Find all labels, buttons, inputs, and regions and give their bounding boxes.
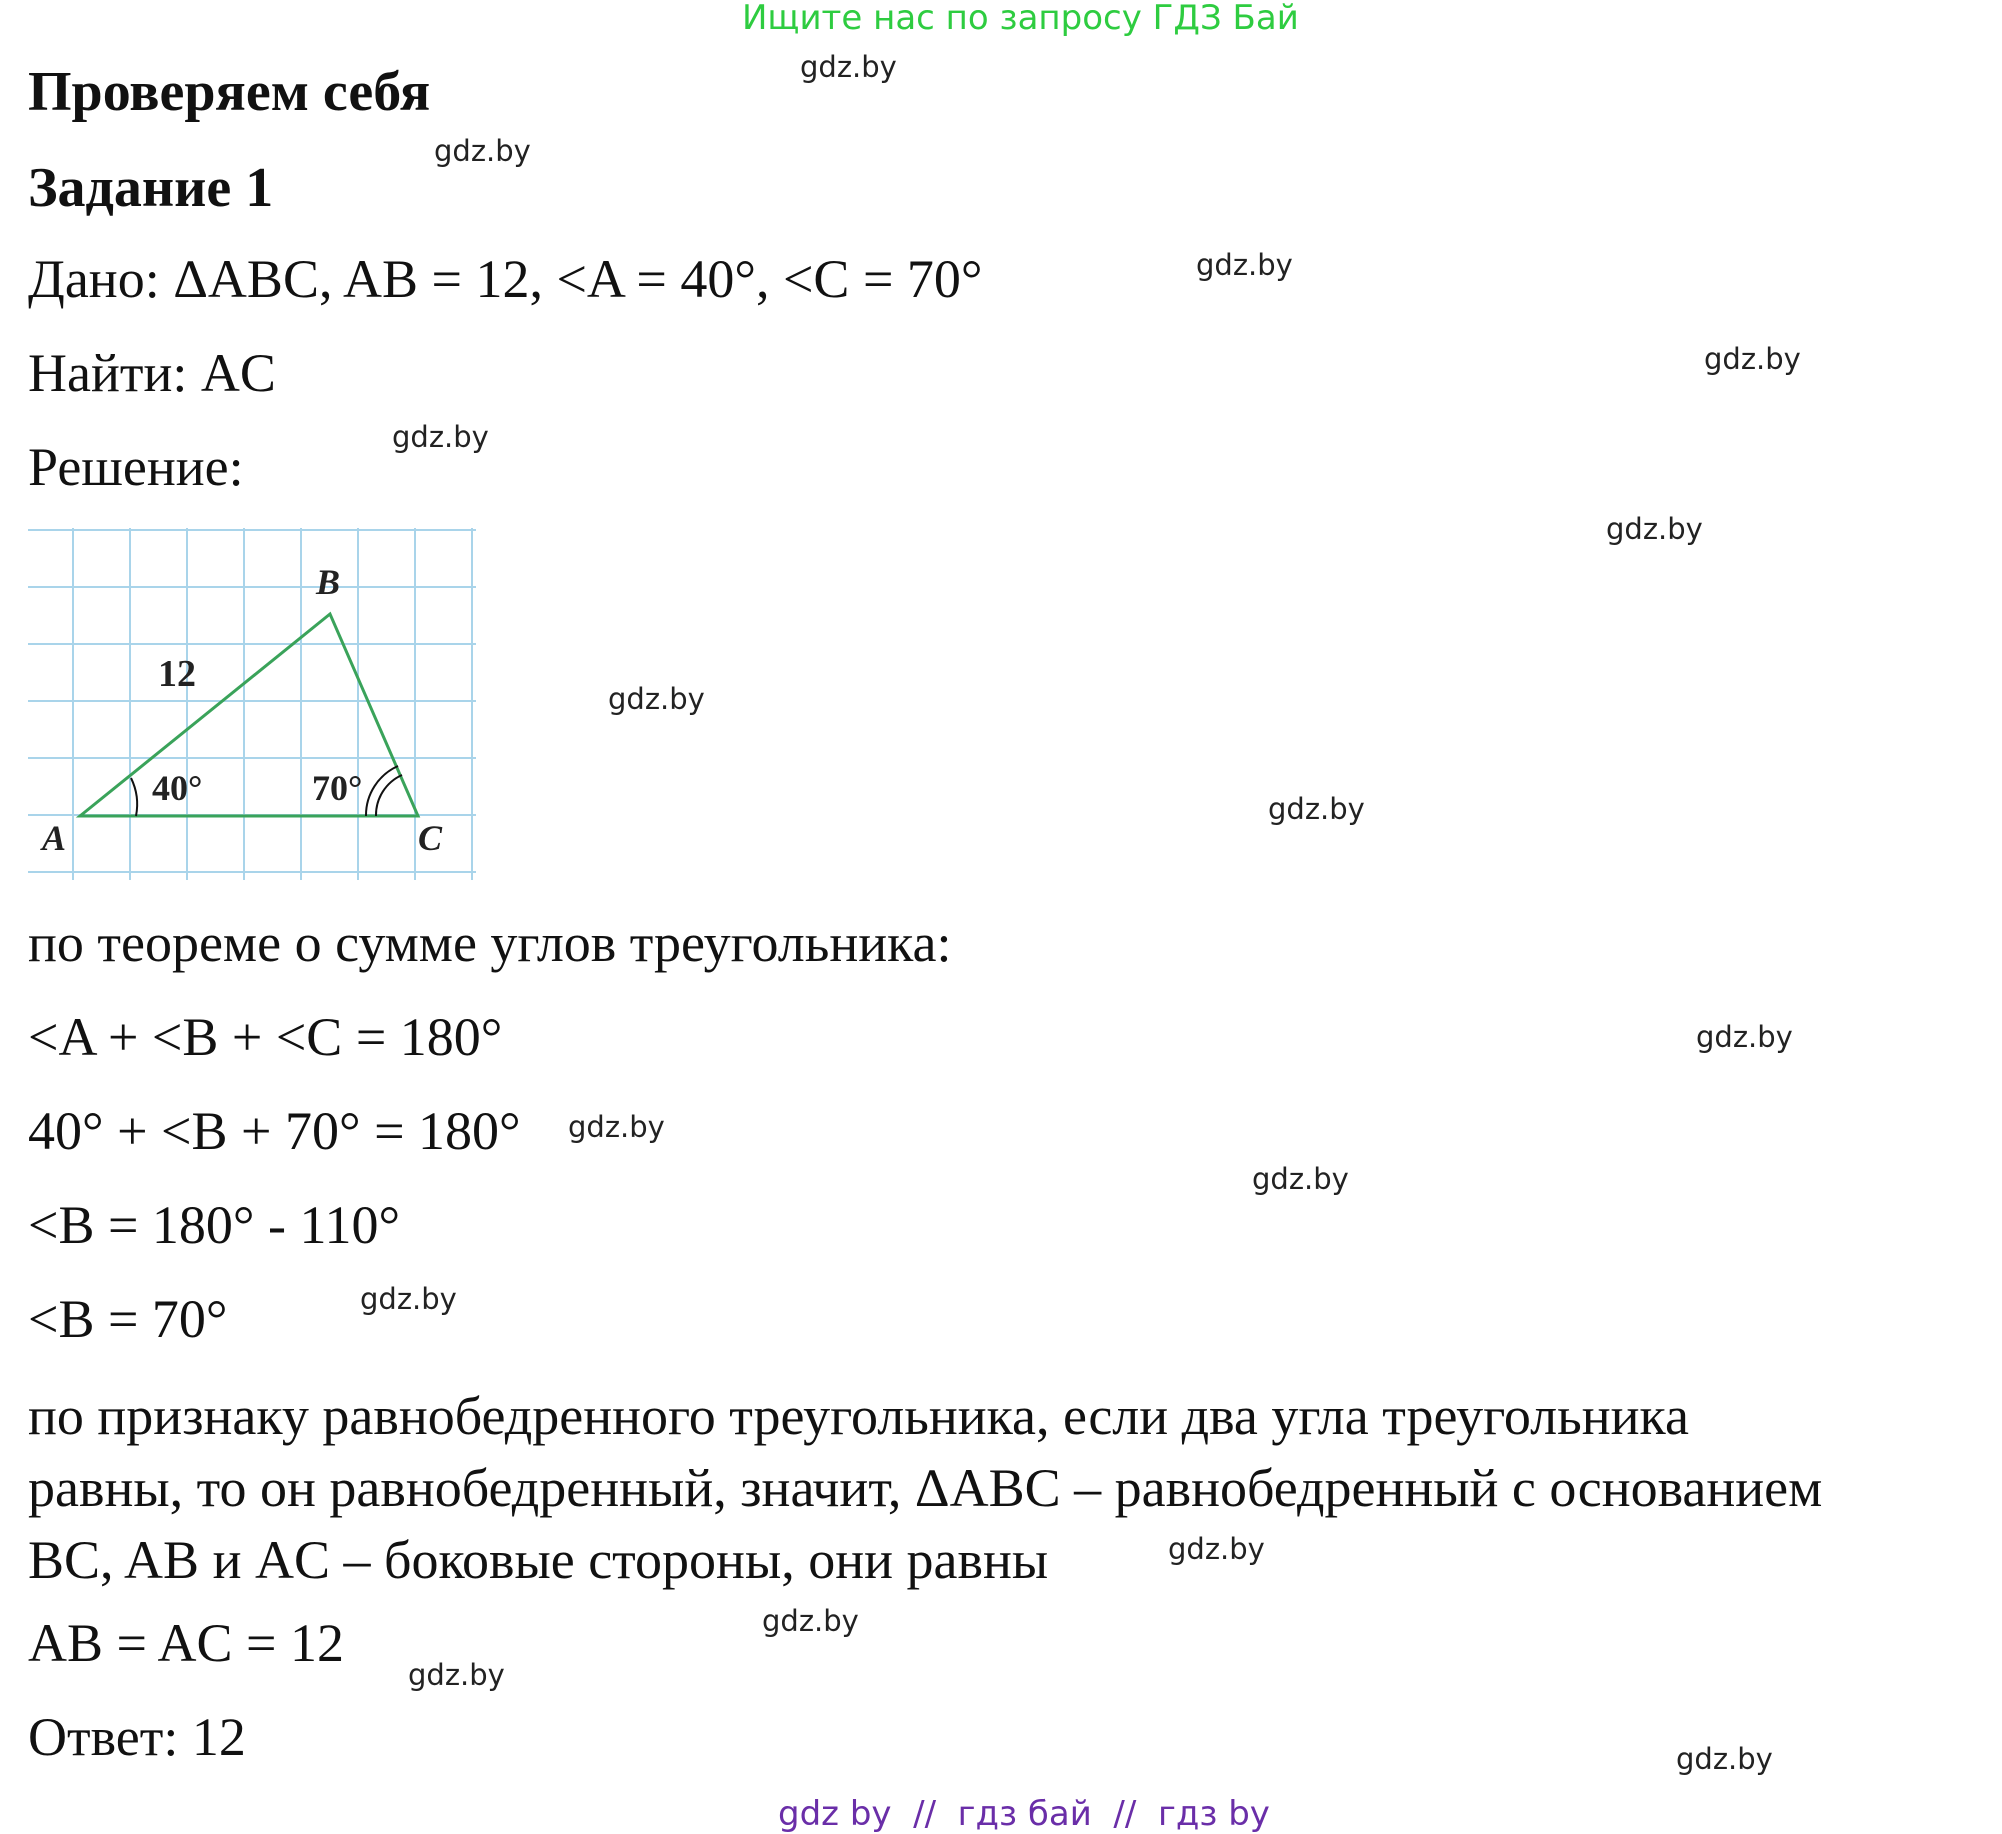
given-line: Дано: ΔABC, AB = 12, <A = 40°, <C = 70° bbox=[28, 249, 983, 309]
answer-line: Ответ: 12 bbox=[28, 1707, 246, 1767]
section-title: Проверяем себя bbox=[28, 61, 431, 123]
reason-line-3: BC, AB и AC – боковые стороны, они равны bbox=[28, 1530, 1049, 1590]
search-hint-link[interactable]: Ищите нас по запросу ГДЗ Бай bbox=[742, 0, 1299, 38]
watermark: gdz.by bbox=[568, 1110, 665, 1144]
find-line: Найти: AC bbox=[28, 343, 276, 403]
step-eq4: <B = 70° bbox=[28, 1289, 228, 1349]
angle-a-label: 40° bbox=[152, 768, 203, 808]
side-ab-label: 12 bbox=[158, 653, 196, 695]
task-title: Задание 1 bbox=[28, 157, 274, 219]
watermark: gdz.by bbox=[408, 1658, 505, 1692]
triangle-diagram bbox=[28, 528, 476, 880]
watermark: gdz.by bbox=[1196, 248, 1293, 282]
step-eq1: <A + <B + <C = 180° bbox=[28, 1007, 503, 1067]
triangle-figure bbox=[28, 528, 476, 880]
angle-c-label: 70° bbox=[312, 768, 363, 808]
solution-label: Решение: bbox=[28, 437, 244, 497]
watermark: gdz.by bbox=[434, 134, 531, 168]
watermark: gdz.by bbox=[1252, 1162, 1349, 1196]
step-eq5: AB = AC = 12 bbox=[28, 1613, 344, 1673]
watermark: gdz.by bbox=[360, 1282, 457, 1316]
watermark: gdz.by bbox=[392, 420, 489, 454]
vertex-a-label: A bbox=[42, 818, 67, 858]
reason-line-2: равны, то он равнобедренный, значит, ΔABC – равнобедренный с основанием bbox=[28, 1458, 1823, 1518]
watermark: gdz.by bbox=[1168, 1532, 1265, 1566]
footer-links[interactable]: gdz by // гдз бай // гдз by bbox=[778, 1794, 1270, 1834]
watermark: gdz.by bbox=[1606, 512, 1703, 546]
watermark: gdz.by bbox=[608, 682, 705, 716]
step-eq3: <B = 180° - 110° bbox=[28, 1195, 401, 1255]
reason-line-1: по признаку равнобедренного треугольника, если два угла треугольника bbox=[28, 1386, 1689, 1446]
watermark: gdz.by bbox=[762, 1604, 859, 1638]
vertex-b-label: B bbox=[316, 562, 341, 602]
watermark: gdz.by bbox=[1676, 1742, 1773, 1776]
watermark: gdz.by bbox=[800, 50, 897, 84]
step-theorem: по теореме о сумме углов треугольника: bbox=[28, 913, 952, 973]
watermark: gdz.by bbox=[1696, 1020, 1793, 1054]
watermark: gdz.by bbox=[1268, 792, 1365, 826]
step-eq2: 40° + <B + 70° = 180° bbox=[28, 1101, 521, 1161]
vertex-c-label: C bbox=[418, 818, 443, 858]
watermark: gdz.by bbox=[1704, 342, 1801, 376]
